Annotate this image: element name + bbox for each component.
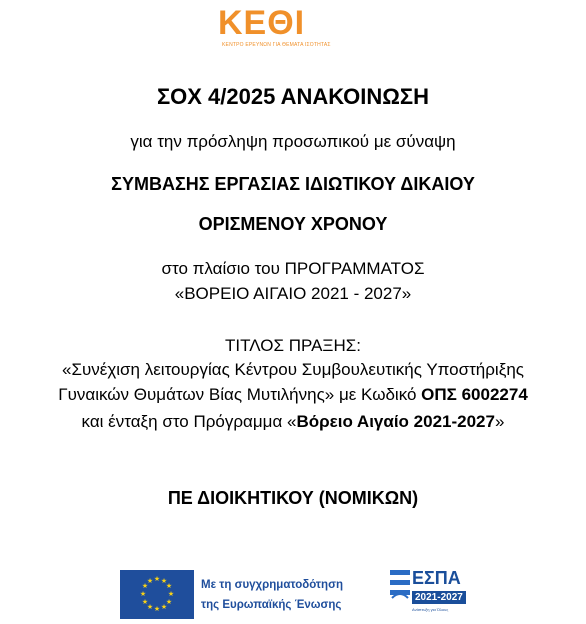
svg-text:★: ★ (146, 577, 154, 585)
intro-line: για την πρόσληψη προσωπικού με σύναψη (130, 132, 456, 151)
svg-text:★: ★ (160, 603, 168, 611)
program-line: στο πλαίσιο του ΠΡΟΓΡΑΜΜΑΤΟΣ (161, 259, 425, 278)
espa-years: 2021-2027 (412, 591, 466, 604)
svg-text:★: ★ (141, 598, 149, 606)
svg-text:★: ★ (160, 577, 168, 585)
espa-tagline: Ανάπτυξη για Όλους (412, 607, 449, 612)
closing-quote: » (494, 412, 505, 431)
action-title-line2 (0, 385, 586, 405)
action-title-text: Γυναικών Θυμάτων Βίας Μυτιλήνης» με Κωδικό (58, 385, 422, 404)
svg-text:★: ★ (165, 598, 173, 606)
contract-type-line: ΣΥΜΒΑΣΗΣ ΕΡΓΑΣΙΑΣ ΙΔΙΩΤΙΚΟΥ ΔΙΚΑΙΟΥ (111, 174, 475, 194)
eu-flag-icon (120, 570, 194, 619)
svg-text:★: ★ (146, 603, 154, 611)
action-title-line1: «Συνέχιση λειτουργίας Κέντρου Συμβουλευτικής Υποστήριξης (62, 360, 524, 379)
svg-text:★: ★ (153, 605, 161, 613)
eu-line2: της Ευρωπαϊκής Ένωσης (201, 599, 342, 611)
announcement-heading: ΣΟΧ 4/2025 ΑΝΑΚΟΙΝΩΣΗ (156, 84, 430, 109)
ops-code: ΟΠΣ 6002274 (421, 385, 528, 404)
svg-text:★: ★ (141, 582, 149, 590)
program-name-bold: Βόρειο Αιγαίο 2021-2027 (296, 412, 495, 431)
eu-cofunding-text (201, 575, 343, 615)
svg-text:★: ★ (167, 590, 175, 598)
action-title-label: ΤΙΤΛΟΣ ΠΡΑΞΗΣ: (225, 336, 361, 355)
svg-text:★: ★ (165, 582, 173, 590)
action-title-line3 (0, 412, 586, 432)
keti-logo (214, 4, 340, 50)
svg-text:★: ★ (153, 575, 161, 583)
position-title: ΠΕ ΔΙΟΙΚΗΤΙΚΟΥ (ΝΟΜΙΚΩΝ) (167, 488, 419, 508)
logo-word: ΚΕΘΙ (218, 4, 306, 42)
program-name: «ΒΟΡΕΙΟ ΑΙΓΑΙΟ 2021 - 2027» (174, 284, 412, 303)
contract-duration-line: ΟΡΙΣΜΕΝΟΥ ΧΡΟΝΟΥ (198, 214, 388, 234)
logo-subtitle: ΚΕΝΤΡΟ ΕΡΕΥΝΩΝ ΓΙΑ ΘΕΜΑΤΑ ΙΣΟΤΗΤΑΣ (222, 42, 331, 48)
espa-logo (390, 568, 474, 618)
espa-word: ΕΣΠΑ (412, 568, 461, 588)
greek-flag-icon (390, 570, 410, 600)
eu-line1: Με τη συγχρηματοδότηση (201, 579, 343, 591)
program-inclusion-text: και ένταξη στο Πρόγραμμα « (81, 412, 297, 431)
svg-text:★: ★ (139, 590, 147, 598)
